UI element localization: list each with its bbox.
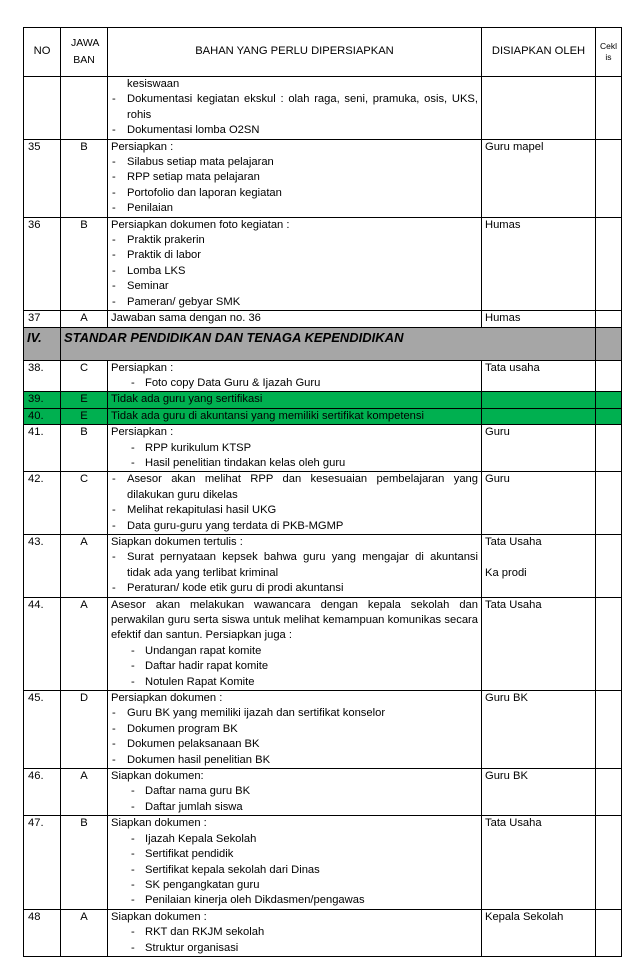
cell-ceklis [596,769,622,816]
table-row [24,360,622,392]
list-item: - Dokumen program BK [111,722,478,737]
header-ceklis-label: Cekl is [599,41,617,62]
list-item: - Lomba LKS [111,264,478,279]
text-line: Persiapkan : [111,426,174,439]
checklist-document [23,27,621,957]
cell-no: 48 [24,909,61,956]
header-bahan: BAHAN YANG PERLU DIPERSIAPKAN [108,28,482,77]
cell-bahan [108,139,482,217]
cell-no: 41. [24,425,61,472]
list-item: - RPP kurikulum KTSP [111,441,478,456]
cell-oleh: Guru BK [482,691,596,769]
cell-jawaban: A [61,909,108,956]
text-line: Persiapkan dokumen foto kegiatan : [111,218,290,231]
list-item: - RPP setiap mata pelajaran [111,170,478,185]
table-row [24,816,622,909]
text-line: kesiswaan [127,78,180,90]
list-item: - Sertifikat pendidik [111,847,478,862]
cell-no: 42. [24,472,61,535]
cell-jawaban: E [61,408,108,424]
table-row [24,472,622,535]
cell-ceklis [596,408,622,424]
text-line: Tata Usaha [485,535,542,548]
cell-bahan [108,909,482,956]
list-item: - Surat pernyataan kepsek bahwa guru yang mengajar di akuntansi tidak ada yang terlibat kriminal [111,550,478,581]
cell-jawaban: E [61,392,108,408]
cell-jawaban: A [61,769,108,816]
cell-ceklis [596,392,622,408]
table-row [24,534,622,597]
header-ceklis [596,28,622,77]
table-row [24,425,622,472]
table-row [24,769,622,816]
cell-ceklis [596,909,622,956]
list-item: - Data guru-guru yang terdata di PKB-MGMP [111,519,478,534]
cell-no [24,77,61,140]
table-header-row [24,28,622,77]
cell-oleh: Tata usaha [482,360,596,392]
table-row [24,139,622,217]
cell-oleh: Guru mapel [482,139,596,217]
list-item: - Daftar jumlah siswa [111,800,478,815]
header-jawaban [61,28,108,77]
cell-ceklis [596,360,622,392]
list-item: - Asesor akan melihat RPP dan kesesuaian pembelajaran yang dilakukan guru dikelas [111,472,478,503]
list-item: - Dokumen hasil penelitian BK [111,753,478,768]
cell-ceklis [596,691,622,769]
list-item: - RKT dan RKJM sekolah [111,925,478,940]
list-item: - Dokumentasi kegiatan ekskul : olah raga, seni, pramuka, osis, UKS, rohis [111,92,478,123]
text-line: Siapkan dokumen : [111,817,207,830]
cell-ceklis [596,139,622,217]
header-jawaban-label: JAWA BAN [71,37,100,66]
cell-ceklis [596,311,622,327]
cell-jawaban: B [61,217,108,310]
section-title: STANDAR PENDIDIKAN DAN TENAGA KEPENDIDIKAN [61,327,596,360]
list-item: - Daftar nama guru BK [111,784,478,799]
list-item: - Penilaian kinerja oleh Dikdasmen/pengawas [111,893,478,908]
cell-no: 35 [24,139,61,217]
cell-jawaban: D [61,691,108,769]
cell-no: 43. [24,534,61,597]
cell-jawaban: B [61,139,108,217]
cell-ceklis [596,217,622,310]
cell-no: 47. [24,816,61,909]
list-item: - SK pengangkatan guru [111,878,478,893]
cell-bahan [108,472,482,535]
text-line: Persiapkan : [111,361,174,374]
list-item: - Peraturan/ kode etik guru di prodi akuntansi [111,581,478,596]
cell-jawaban: B [61,425,108,472]
cell-bahan [108,691,482,769]
cell-no: 37 [24,311,61,327]
cell-no: 44. [24,597,61,690]
cell-jawaban: A [61,311,108,327]
cell-oleh [482,77,596,140]
list-item: - Struktur organisasi [111,941,478,956]
cell-oleh: Tata Usaha [482,597,596,690]
cell-ceklis [596,77,622,140]
list-item: - Dokumentasi lomba O2SN [111,123,478,138]
list-item: - Guru BK yang memiliki ijazah dan sertifikat konselor [111,706,478,721]
cell-jawaban: A [61,534,108,597]
table-row [24,909,622,956]
list-item: - Penilaian [111,201,478,216]
list-item: - Sertifikat kepala sekolah dari Dinas [111,863,478,878]
list-item: - Melihat rekapitulasi hasil UKG [111,503,478,518]
cell-bahan: Jawaban sama dengan no. 36 [108,311,482,327]
cell-oleh: Guru [482,472,596,535]
list-item: - Dokumen pelaksanaan BK [111,737,478,752]
table-row [24,691,622,769]
table-row [24,217,622,310]
table-row-highlighted [24,408,622,424]
list-item: - Seminar [111,279,478,294]
text-paragraph: Asesor akan melakukan wawancara dengan kepala sekolah dan perwakilan guru serta siswa untuk melihat kemampuan komunikas secara efektif dan santun. Persiapkan juga : [111,598,478,642]
cell-oleh [482,408,596,424]
cell-jawaban: C [61,472,108,535]
cell-no: 45. [24,691,61,769]
list-item: - Portofolio dan laporan kegiatan [111,186,478,201]
text-line: Persiapkan dokumen : [111,692,223,705]
list-item: - Praktik prakerin [111,233,478,248]
table-row [24,77,622,140]
text-line: Siapkan dokumen tertulis : [111,535,243,548]
list-item: - Notulen Rapat Komite [111,675,478,690]
checklist-table [23,27,622,957]
cell-oleh: Guru [482,425,596,472]
cell-no: 38. [24,360,61,392]
cell-bahan [108,534,482,597]
cell-oleh: Humas [482,311,596,327]
cell-oleh: Guru BK [482,769,596,816]
text-line: Ka prodi [485,566,527,579]
cell-bahan [108,77,482,140]
cell-bahan [108,425,482,472]
cell-jawaban: A [61,597,108,690]
section-header-row [24,327,622,360]
cell-bahan [108,769,482,816]
cell-bahan [108,360,482,392]
cell-no: 46. [24,769,61,816]
table-row [24,311,622,327]
cell-bahan [108,816,482,909]
cell-ceklis [596,327,622,360]
cell-jawaban: B [61,816,108,909]
cell-jawaban: C [61,360,108,392]
list-item: - Silabus setiap mata pelajaran [111,155,478,170]
cell-oleh: Kepala Sekolah [482,909,596,956]
cell-ceklis [596,597,622,690]
cell-bahan: Tidak ada guru yang sertifikasi [108,392,482,408]
list-item: - Pameran/ gebyar SMK [111,295,478,310]
cell-jawaban [61,77,108,140]
table-row [24,597,622,690]
header-disiapkan: DISIAPKAN OLEH [482,28,596,77]
cell-oleh: Humas [482,217,596,310]
cell-bahan [108,217,482,310]
section-number: IV. [24,327,61,360]
text-line: Persiapkan : [111,140,174,153]
list-item: - Daftar hadir rapat komite [111,659,478,674]
table-row-highlighted [24,392,622,408]
cell-ceklis [596,816,622,909]
cell-bahan [108,597,482,690]
cell-no: 36 [24,217,61,310]
list-item: - Foto copy Data Guru & Ijazah Guru [111,376,478,391]
list-item: - Undangan rapat komite [111,644,478,659]
cell-oleh [482,392,596,408]
text-line: Siapkan dokumen: [111,770,204,783]
cell-ceklis [596,534,622,597]
cell-ceklis [596,472,622,535]
cell-no: 39. [24,392,61,408]
cell-oleh [482,534,596,597]
list-item: - Praktik di labor [111,248,478,263]
header-no: NO [24,28,61,77]
cell-ceklis [596,425,622,472]
list-item: - Hasil penelitian tindakan kelas oleh guru [111,456,478,471]
cell-oleh: Tata Usaha [482,816,596,909]
text-line: Siapkan dokumen : [111,910,207,923]
list-item: - Ijazah Kepala Sekolah [111,832,478,847]
cell-no: 40. [24,408,61,424]
cell-bahan: Tidak ada guru di akuntansi yang memiliki sertifikat kompetensi [108,408,482,424]
